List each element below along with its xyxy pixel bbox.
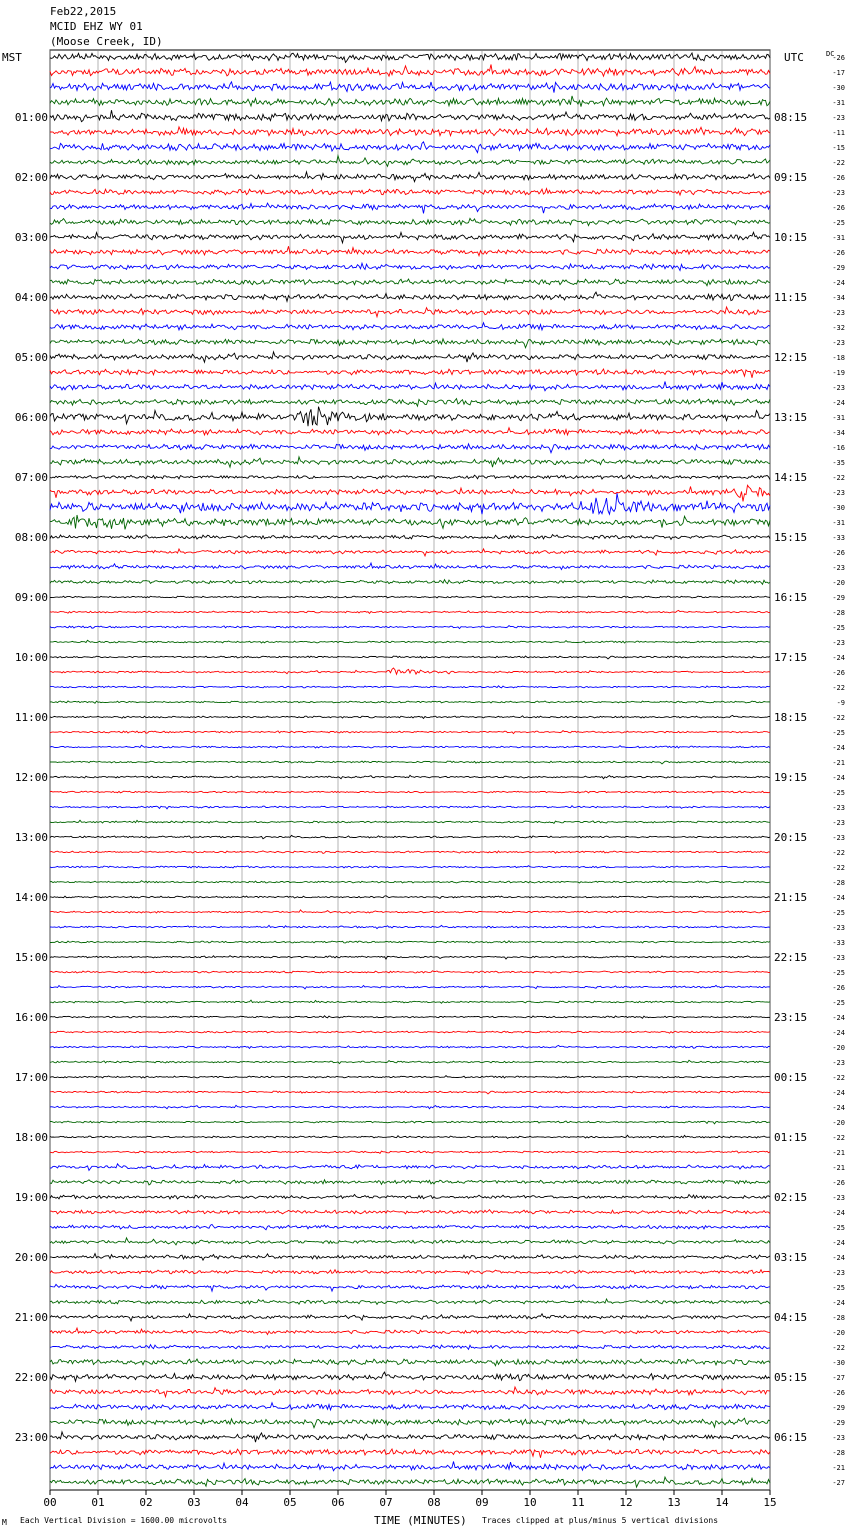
seismic-trace (50, 263, 770, 270)
seismic-trace (50, 339, 770, 348)
seismic-trace (50, 881, 770, 883)
dc-offset-label: -25 (832, 219, 845, 227)
seismic-trace (50, 1328, 770, 1334)
seismic-trace (50, 1449, 770, 1458)
mst-hour-label: 01:00 (14, 111, 48, 124)
utc-hour-label: 14:15 (774, 471, 808, 484)
dc-offset-label: -23 (832, 804, 845, 812)
mst-hour-label: 13:00 (14, 831, 48, 844)
seismic-trace (50, 1387, 770, 1397)
seismic-trace (50, 1432, 770, 1442)
seismic-trace (50, 493, 770, 514)
mst-hour-label: 14:00 (14, 891, 48, 904)
x-tick-label: 11 (571, 1496, 585, 1509)
axis-labels (15, 54, 845, 1509)
seismic-trace (50, 172, 770, 182)
seismic-trace (50, 307, 770, 317)
mst-hour-label: 16:00 (14, 1011, 48, 1024)
seismic-trace (50, 956, 770, 959)
dc-offset-label: -25 (832, 789, 845, 797)
seismic-trace (50, 1314, 770, 1321)
x-tick-label: 14 (715, 1496, 729, 1509)
dc-offset-label: -28 (832, 1314, 845, 1322)
x-tick-label: 02 (139, 1496, 153, 1509)
dc-offset-label: -23 (832, 114, 845, 122)
seismic-trace (50, 1195, 770, 1199)
dc-offset-label: -22 (832, 474, 845, 482)
seismic-trace (50, 971, 770, 973)
seismic-trace (50, 407, 770, 427)
seismic-trace (50, 715, 770, 718)
dc-offset-label: -34 (832, 294, 845, 302)
dc-offset-label: -24 (832, 1014, 845, 1022)
seismic-trace (50, 485, 770, 501)
x-tick-label: 00 (43, 1496, 57, 1509)
right-axis-title: UTC (784, 51, 804, 64)
seismic-trace (50, 610, 770, 613)
x-tick-label: 04 (235, 1496, 249, 1509)
dc-offset-label: -24 (832, 744, 845, 752)
dc-offset-label: -29 (832, 594, 845, 602)
dc-offset-label: -34 (832, 429, 845, 437)
seismic-trace (50, 761, 770, 764)
dc-offset-label: -30 (832, 84, 845, 92)
utc-hour-label: 19:15 (774, 771, 808, 784)
seismic-trace (50, 896, 770, 899)
seismic-trace (50, 189, 770, 196)
seismic-trace (50, 596, 770, 598)
dc-offset-label: -28 (832, 1449, 845, 1457)
x-tick-label: 10 (523, 1496, 537, 1509)
dc-offset-label: -26 (832, 204, 845, 212)
seismic-trace (50, 1105, 770, 1108)
dc-offset-label: -23 (832, 339, 845, 347)
header-date: Feb22,2015 (50, 5, 117, 18)
dc-offset-label: -24 (832, 774, 845, 782)
dc-column-title: DC (826, 50, 835, 58)
seismic-trace (50, 323, 770, 330)
utc-hour-label: 21:15 (774, 891, 808, 904)
dc-offset-label: -20 (832, 1329, 845, 1337)
utc-hour-label: 01:15 (774, 1131, 808, 1144)
dc-offset-label: -30 (832, 1359, 845, 1367)
mst-hour-label: 22:00 (14, 1371, 48, 1384)
dc-offset-label: -28 (832, 609, 845, 617)
x-tick-label: 13 (667, 1496, 681, 1509)
dc-offset-label: -27 (832, 1479, 845, 1487)
mst-hour-label: 04:00 (14, 291, 48, 304)
seismic-trace (50, 203, 770, 213)
seismic-trace (50, 1045, 770, 1048)
mst-hour-label: 21:00 (14, 1311, 48, 1324)
mst-hour-label: 06:00 (14, 411, 48, 424)
dc-offset-label: -26 (832, 549, 845, 557)
seismic-trace (50, 369, 770, 378)
header-location: (Moose Creek, ID) (50, 35, 163, 48)
mst-hour-label: 07:00 (14, 471, 48, 484)
dc-offset-label: -24 (832, 399, 845, 407)
dc-offset-label: -15 (832, 144, 845, 152)
dc-offset-label: -26 (832, 249, 845, 257)
mst-hour-label: 18:00 (14, 1131, 48, 1144)
mst-hour-label: 20:00 (14, 1251, 48, 1264)
seismic-trace (50, 515, 770, 529)
seismic-trace (50, 806, 770, 809)
seismic-trace (50, 382, 770, 391)
dc-offset-label: -11 (832, 129, 845, 137)
seismic-trace (50, 292, 770, 301)
utc-hour-label: 05:15 (774, 1371, 808, 1384)
utc-hour-label: 22:15 (774, 951, 808, 964)
dc-offset-label: -29 (832, 1419, 845, 1427)
mst-hour-label: 11:00 (14, 711, 48, 724)
dc-offset-label: -23 (832, 834, 845, 842)
seismic-trace (50, 1359, 770, 1366)
seismic-trace (50, 232, 770, 243)
dc-offset-label: -22 (832, 1344, 845, 1352)
mst-hour-label: 12:00 (14, 771, 48, 784)
dc-offset-label: -31 (832, 414, 845, 422)
dc-offset-label: -24 (832, 654, 845, 662)
dc-offset-label: -20 (832, 1119, 845, 1127)
dc-offset-label: -30 (832, 504, 845, 512)
utc-hour-label: 04:15 (774, 1311, 808, 1324)
seismic-trace (50, 1284, 770, 1291)
seismic-trace (50, 1418, 770, 1428)
dc-offset-label: -9 (836, 699, 845, 707)
x-tick-label: 03 (187, 1496, 201, 1509)
dc-offset-label: -23 (832, 819, 845, 827)
header-station: MCID EHZ WY 01 (50, 20, 143, 33)
seismic-trace (50, 626, 770, 629)
seismic-trace (50, 640, 770, 643)
dc-offset-label: -24 (832, 1209, 845, 1217)
seismic-trace (50, 1076, 770, 1078)
mst-hour-label: 09:00 (14, 591, 48, 604)
dc-offset-label: -24 (832, 1104, 845, 1112)
dc-offset-label: -21 (832, 1164, 845, 1172)
seismic-trace (50, 1224, 770, 1229)
utc-hour-label: 17:15 (774, 651, 808, 664)
seismic-trace (50, 127, 770, 136)
dc-offset-label: -25 (832, 909, 845, 917)
dc-offset-label: -21 (832, 1464, 845, 1472)
utc-hour-label: 06:15 (774, 1431, 808, 1444)
seismic-trace (50, 65, 770, 77)
utc-hour-label: 23:15 (774, 1011, 808, 1024)
seismic-trace (50, 775, 770, 778)
dc-offset-label: -28 (832, 879, 845, 887)
footer-mark: M (2, 1518, 7, 1527)
seismic-trace (50, 156, 770, 167)
seismic-trace (50, 1270, 770, 1274)
seismic-trace (50, 835, 770, 838)
seismic-trace (50, 668, 770, 674)
utc-hour-label: 08:15 (774, 111, 808, 124)
seismic-trace (50, 1031, 770, 1033)
dc-offset-label: -26 (832, 174, 845, 182)
mst-hour-label: 05:00 (14, 351, 48, 364)
seismic-trace (50, 686, 770, 688)
dc-offset-label: -31 (832, 234, 845, 242)
seismic-trace (50, 1121, 770, 1124)
dc-offset-label: -24 (832, 1029, 845, 1037)
utc-hour-label: 13:15 (774, 411, 808, 424)
seismic-trace (50, 1060, 770, 1063)
dc-offset-label: -22 (832, 1074, 845, 1082)
x-tick-label: 06 (331, 1496, 345, 1509)
seismic-trace (50, 457, 770, 467)
dc-offset-label: -22 (832, 714, 845, 722)
mst-hour-label: 08:00 (14, 531, 48, 544)
utc-hour-label: 11:15 (774, 291, 808, 304)
seismic-trace (50, 866, 770, 868)
dc-offset-label: -24 (832, 894, 845, 902)
dc-offset-label: -16 (832, 444, 845, 452)
dc-offset-label: -23 (832, 189, 845, 197)
dc-offset-label: -31 (832, 99, 845, 107)
dc-offset-label: -23 (832, 309, 845, 317)
utc-hour-label: 09:15 (774, 171, 808, 184)
seismic-trace (50, 1016, 770, 1018)
footer-clip: Traces clipped at plus/minus 5 vertical divisions (482, 1516, 719, 1525)
utc-hour-label: 02:15 (774, 1191, 808, 1204)
seismic-trace (50, 745, 770, 748)
utc-hour-label: 18:15 (774, 711, 808, 724)
dc-offset-label: -18 (832, 354, 845, 362)
dc-offset-label: -17 (832, 69, 845, 77)
seismic-trace (50, 53, 770, 62)
seismic-trace (50, 1180, 770, 1185)
dc-offset-label: -25 (832, 729, 845, 737)
dc-offset-label: -32 (832, 324, 845, 332)
utc-hour-label: 03:15 (774, 1251, 808, 1264)
seismic-trace (50, 1091, 770, 1094)
dc-offset-label: -25 (832, 624, 845, 632)
seismic-trace (50, 1299, 770, 1304)
dc-offset-label: -33 (832, 939, 845, 947)
seismic-trace (50, 475, 770, 480)
dc-offset-label: -19 (832, 369, 845, 377)
seismic-trace (50, 535, 770, 540)
mst-hour-label: 17:00 (14, 1071, 48, 1084)
seismic-trace (50, 218, 770, 225)
dc-offset-label: -23 (832, 489, 845, 497)
seismic-trace (50, 731, 770, 734)
mst-hour-label: 23:00 (14, 1431, 48, 1444)
dc-offset-label: -25 (832, 1284, 845, 1292)
seismic-trace (50, 1000, 770, 1003)
dc-offset-label: -35 (832, 459, 845, 467)
dc-offset-label: -22 (832, 684, 845, 692)
dc-offset-label: -21 (832, 759, 845, 767)
x-tick-label: 08 (427, 1496, 441, 1509)
utc-hour-label: 20:15 (774, 831, 808, 844)
dc-offset-label: -24 (832, 1254, 845, 1262)
mst-hour-label: 02:00 (14, 171, 48, 184)
seismic-trace (50, 701, 770, 703)
seismic-trace (50, 96, 770, 107)
dc-offset-label: -23 (832, 1059, 845, 1067)
seismic-trace (50, 580, 770, 585)
utc-hour-label: 16:15 (774, 591, 808, 604)
dc-offset-label: -23 (832, 924, 845, 932)
seismic-trace (50, 1210, 770, 1214)
seismic-trace (50, 563, 770, 569)
seismic-trace (50, 1403, 770, 1410)
seismic-trace (50, 985, 770, 989)
seismic-trace (50, 1164, 770, 1171)
dc-offset-label: -25 (832, 969, 845, 977)
seismic-trace (50, 279, 770, 286)
dc-offset-label: -27 (832, 1374, 845, 1382)
x-tick-label: 05 (283, 1496, 297, 1509)
dc-offset-label: -22 (832, 849, 845, 857)
seismic-trace (50, 549, 770, 556)
dc-offset-label: -23 (832, 1434, 845, 1442)
dc-offset-label: -31 (832, 519, 845, 527)
dc-offset-label: -22 (832, 1134, 845, 1142)
dc-offset-label: -29 (832, 1404, 845, 1412)
dc-offset-label: -26 (832, 1389, 845, 1397)
mst-hour-label: 10:00 (14, 651, 48, 664)
dc-offset-label: -23 (832, 1194, 845, 1202)
dc-offset-label: -20 (832, 579, 845, 587)
seismic-trace (50, 142, 770, 153)
dc-offset-label: -20 (832, 1044, 845, 1052)
footer-scale: Each Vertical Division = 1600.00 microvolts (20, 1516, 228, 1525)
seismic-trace (50, 820, 770, 823)
dc-offset-label: -33 (832, 534, 845, 542)
utc-hour-label: 12:15 (774, 351, 808, 364)
dc-offset-label: -24 (832, 1089, 845, 1097)
seismic-trace (50, 925, 770, 928)
dc-offset-label: -26 (832, 984, 845, 992)
dc-offset-label: -23 (832, 954, 845, 962)
seismic-trace (50, 1238, 770, 1245)
seismic-trace (50, 1462, 770, 1471)
mst-hour-label: 15:00 (14, 951, 48, 964)
dc-offset-label: -23 (832, 564, 845, 572)
seismic-trace (50, 1345, 770, 1350)
x-tick-label: 07 (379, 1496, 393, 1509)
x-axis-label: TIME (MINUTES) (374, 1514, 467, 1527)
dc-offset-label: -24 (832, 1299, 845, 1307)
dc-offset-label: -29 (832, 264, 845, 272)
dc-offset-label: -23 (832, 384, 845, 392)
seismic-trace (50, 82, 770, 93)
dc-offset-label: -26 (832, 669, 845, 677)
x-tick-label: 15 (763, 1496, 777, 1509)
dc-offset-label: -24 (832, 279, 845, 287)
dc-offset-label: -25 (832, 1224, 845, 1232)
seismic-trace (50, 1151, 770, 1154)
seismic-trace (50, 1477, 770, 1487)
seismic-trace (50, 399, 770, 407)
dc-offset-label: -23 (832, 1269, 845, 1277)
dc-offset-label: -26 (832, 1179, 845, 1187)
x-tick-label: 12 (619, 1496, 633, 1509)
seismic-trace (50, 352, 770, 362)
dc-offset-label: -25 (832, 999, 845, 1007)
seismic-trace (50, 110, 770, 121)
seismogram-traces (50, 53, 770, 1487)
seismic-trace (50, 791, 770, 793)
dc-offset-label: -23 (832, 639, 845, 647)
seismic-trace (50, 941, 770, 943)
dc-offset-label: -21 (832, 1149, 845, 1157)
x-tick-label: 01 (91, 1496, 105, 1509)
seismic-trace (50, 656, 770, 659)
seismic-trace (50, 1372, 770, 1381)
dc-offset-label: -24 (832, 1239, 845, 1247)
seismic-trace (50, 1254, 770, 1261)
utc-hour-label: 00:15 (774, 1071, 808, 1084)
dc-offset-label: -26 (832, 54, 845, 62)
seismic-trace (50, 444, 770, 453)
seismic-trace (50, 246, 770, 256)
dc-offset-label: -22 (832, 864, 845, 872)
dc-offset-label: -22 (832, 159, 845, 167)
left-axis-title: MST (2, 51, 22, 64)
seismic-trace (50, 851, 770, 854)
seismic-trace (50, 1135, 770, 1138)
mst-hour-label: 03:00 (14, 231, 48, 244)
mst-hour-label: 19:00 (14, 1191, 48, 1204)
utc-hour-label: 10:15 (774, 231, 808, 244)
utc-hour-label: 15:15 (774, 531, 808, 544)
seismic-trace (50, 910, 770, 914)
x-tick-label: 09 (475, 1496, 489, 1509)
seismic-trace (50, 428, 770, 435)
